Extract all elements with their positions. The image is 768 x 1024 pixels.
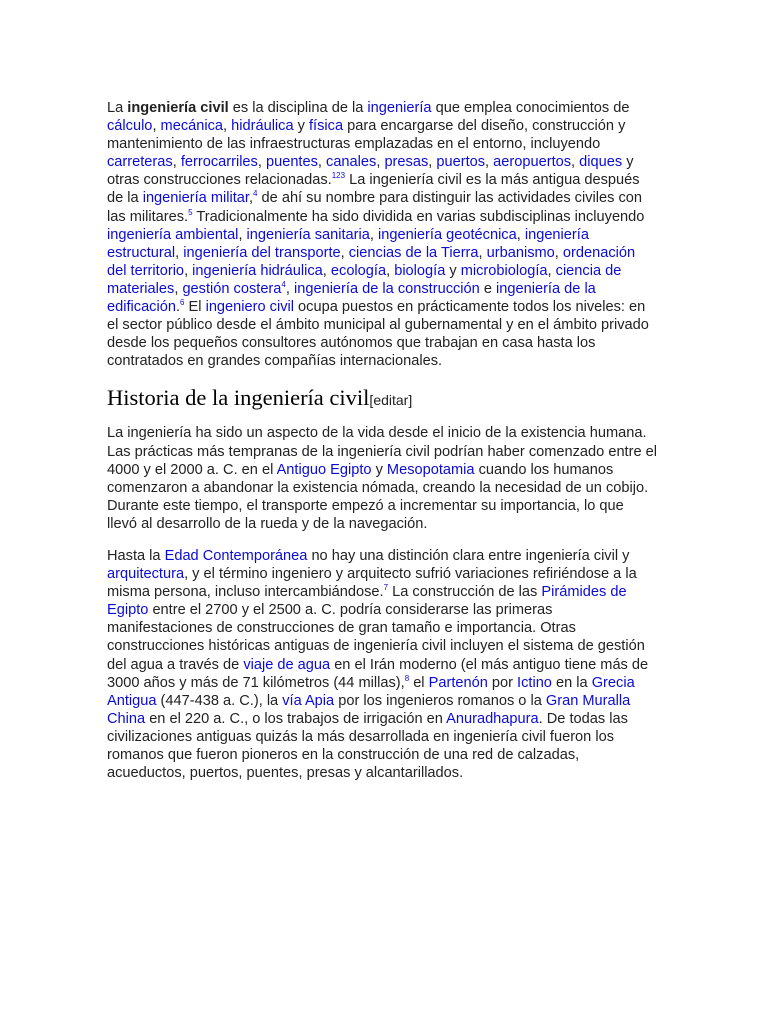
link-aeropuertos[interactable]: aeropuertos bbox=[493, 154, 572, 171]
section-heading bbox=[107, 384, 657, 414]
link-anuradhapura[interactable]: Anuradhapura bbox=[446, 710, 539, 727]
edit-link[interactable]: editar bbox=[373, 392, 409, 409]
link-gran-muralla-china[interactable]: Gran Muralla China bbox=[107, 692, 631, 727]
link-ingenieria-ambiental[interactable]: ingeniería ambiental bbox=[107, 226, 239, 243]
citation-ref[interactable]: 6 bbox=[180, 298, 185, 308]
link-puertos[interactable]: puertos bbox=[436, 154, 486, 171]
link-puentes[interactable]: puentes bbox=[265, 154, 318, 171]
link-urbanismo[interactable]: urbanismo bbox=[486, 244, 555, 261]
link-ingenieria-geotecnica[interactable]: ingeniería geotécnica bbox=[377, 226, 517, 243]
paragraph-spacer bbox=[107, 533, 657, 547]
link-piramides-egipto[interactable]: Pirámides de Egipto bbox=[107, 584, 627, 619]
link-ferrocarriles[interactable]: ferrocarriles bbox=[180, 154, 258, 171]
citation-ref[interactable]: 5 bbox=[188, 207, 193, 217]
link-ingenieria-construccion[interactable]: ingeniería de la construcción bbox=[293, 280, 480, 297]
section-title: Historia de la ingeniería civil bbox=[107, 385, 370, 411]
link-calculo[interactable]: cálculo bbox=[107, 118, 153, 135]
link-ingenieria-hidraulica[interactable]: ingeniería hidráulica bbox=[192, 262, 323, 279]
link-antiguo-egipto[interactable]: Antiguo Egipto bbox=[276, 461, 372, 478]
link-ingenieria[interactable]: ingeniería bbox=[367, 100, 432, 116]
intro-paragraph: La ingeniería civil es la disciplina de la ingeniería que emplea conocimientos de cálculo, mecánica, hidráulica y física para encargarse del diseño, construcción y mantenimiento de las infraestructuras emplazadas en el entorno, incluyendo carreteras, ferrocarriles, puentes, canales, presas, puertos, aeropuertos, diques y otras construcciones relacionadas.$^{123}$ La ingeniería civil es la más antigua después de la ingeniería militar,$^4$ de ahí su nombre para distinguir las actividades civiles con las militares.$^5$ Tradicionalmente ha sido dividida en varias subdisciplinas incluyendo ingeniería ambiental, ingeniería sanitaria, ingeniería geotécnica, ingeniería estructural, ingeniería del transporte, ciencias de la Tierra, urbanismo, ordenación del territorio, ingeniería hidráulica, ecología, biología y microbiología, ciencia de materiales, gestión costera$^4$, ingeniería de la construcción e ingeniería de la edificación.$^6$ El ingeniero civil ocupa puestos en prácticamente todos los niveles: en el sector público desde el ámbito municipal al gubernamental y en el ámbito privado desde los pequeños consultores autónomos que trabajan en casa hasta los contratados en grandes compañías internacionales. bbox=[107, 100, 649, 370]
link-via-apia[interactable]: vía Apia bbox=[282, 692, 335, 709]
link-biologia[interactable]: biología bbox=[394, 262, 446, 279]
link-canales[interactable]: canales bbox=[326, 154, 377, 171]
link-microbiologia[interactable]: microbiología bbox=[460, 262, 548, 279]
link-hidraulica[interactable]: hidráulica bbox=[231, 118, 294, 135]
link-presas[interactable]: presas bbox=[384, 154, 429, 171]
history-paragraph-2: Hasta la Edad Contemporánea no hay una distinción clara entre ingeniería civil y arquitectura, y el término ingeniero y arquitecto sufrió variaciones refiriéndose a la misma persona, incluso intercambiándose.$^7$ La construcción de las Pirámides de Egipto entre el 2700 y el 2500 a. C. podría considerarse las primeras manifestaciones de construcciones de gran tamaño e importancia. Otras construcciones históricas antiguas de ingeniería civil incluyen el sistema de gestión del agua a través de viaje de agua en el Irán moderno (el más antiguo tiene más de 3000 años y más de 71 kilómetros (44 millas),$^8$ el Partenón por Ictino en la Grecia Antigua (447-438 a. C.), la vía Apia por los ingenieros romanos o la Gran Muralla China en el 220 a. C., o los trabajos de irrigación en Anuradhapura. De todas las civilizaciones antiguas quizás la más desarrollada en ingeniería civil fueron los romanos que fueron pioneros en la construcción de una red de calzadas, acueductos, puertos, puentes, presas y alcantarillados. bbox=[107, 547, 649, 782]
citation-ref[interactable]: 4 bbox=[253, 189, 258, 199]
link-ingenieria-transporte[interactable]: ingeniería del transporte bbox=[183, 244, 341, 261]
link-ingenieria-edificacion[interactable]: ingeniería de la edificación bbox=[107, 280, 596, 316]
link-gestion-costera[interactable]: gestión costera bbox=[182, 280, 282, 297]
history-paragraph-1: La ingeniería ha sido un aspecto de la vida desde el inicio de la existencia humana. Las prácticas más tempranas de la ingeniería civil podrían haber comenzado entre el 4000 y el 2000 a. C. en el Antiguo Egipto y Mesopotamia cuando los humanos comenzaron a abandonar la existencia nómada, creando la necesidad de un cobijo. Durante este tiempo, el transporte empezó a incrementar su importancia, lo que llevó al desarrollo de la rueda y de la navegación. bbox=[107, 425, 658, 532]
link-grecia-antigua[interactable]: Grecia Antigua bbox=[107, 674, 635, 709]
link-ingenieria-militar[interactable]: ingeniería militar bbox=[142, 190, 249, 207]
link-edad-contemporanea[interactable]: Edad Contemporánea bbox=[164, 547, 308, 564]
link-fisica[interactable]: física bbox=[309, 118, 344, 135]
link-ictino[interactable]: Ictino bbox=[517, 674, 552, 691]
link-ordenacion-territorio[interactable]: ordenación del territorio bbox=[107, 244, 636, 279]
link-viaje-de-agua[interactable]: viaje de agua bbox=[243, 656, 331, 673]
article-body bbox=[107, 99, 657, 782]
citation-ref[interactable]: 123 bbox=[331, 171, 346, 181]
link-partenon[interactable]: Partenón bbox=[428, 674, 488, 691]
link-ingeniero-civil[interactable]: ingeniero civil bbox=[205, 299, 294, 316]
link-carreteras[interactable]: carreteras bbox=[107, 154, 173, 171]
edit-bracket-close: ] bbox=[408, 392, 413, 409]
citation-ref[interactable]: 7 bbox=[383, 583, 389, 593]
link-ingenieria-sanitaria[interactable]: ingeniería sanitaria bbox=[246, 226, 370, 243]
link-ciencias-tierra[interactable]: ciencias de la Tierra bbox=[348, 244, 479, 261]
term-bold: ingeniería civil bbox=[127, 100, 229, 116]
link-diques[interactable]: diques bbox=[579, 154, 623, 171]
link-ingenieria-estructural[interactable]: ingeniería estructural bbox=[107, 226, 589, 261]
link-mecanica[interactable]: mecánica bbox=[160, 118, 224, 135]
edit-bracket-open: [ bbox=[369, 392, 374, 409]
citation-ref[interactable]: 4 bbox=[281, 279, 286, 289]
link-arquitectura[interactable]: arquitectura bbox=[107, 566, 185, 583]
link-ciencia-materiales[interactable]: ciencia de materiales bbox=[107, 262, 622, 297]
link-ecologia[interactable]: ecología bbox=[330, 262, 387, 279]
citation-ref[interactable]: 8 bbox=[404, 673, 410, 683]
link-mesopotamia[interactable]: Mesopotamia bbox=[386, 461, 475, 478]
